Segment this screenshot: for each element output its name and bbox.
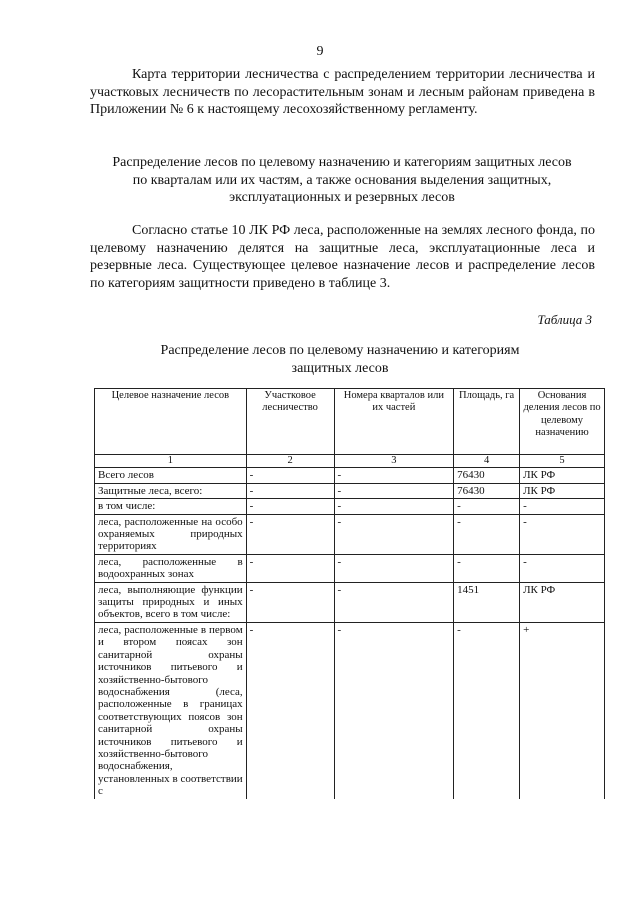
header-quarters: Номера кварталов или их частей: [334, 389, 454, 455]
column-number: 1: [95, 455, 247, 468]
row-area: 76430: [454, 483, 520, 498]
header-district: Участковое лесничество: [246, 389, 334, 455]
header-area: Площадь, га: [454, 389, 520, 455]
section-heading-line-1: Распределение лесов по целевому назначению и категориям защитных лесов: [112, 155, 572, 170]
row-purpose: Защитные леса, всего:: [95, 483, 247, 498]
column-number: 5: [520, 455, 605, 468]
table-row: [95, 554, 605, 582]
row-area: -: [454, 514, 520, 554]
row-basis: -: [520, 514, 605, 554]
table-row: [95, 499, 605, 514]
row-quarters: -: [334, 554, 454, 582]
row-district: -: [246, 514, 334, 554]
row-quarters: -: [334, 514, 454, 554]
row-purpose: леса, расположенные в первом и втором поясах зон санитарной охраны источников питьевого и хозяйственно-бытового водоснабжения (леса, расположенные в границах соответствующих поясов зон санитарной охраны источников питьевого и хозяйственно-бытового водоснабжения, установленных в соответствии с: [95, 622, 247, 798]
header-purpose: Целевое назначение лесов: [95, 389, 247, 455]
row-basis: +: [520, 622, 605, 798]
row-district: -: [246, 582, 334, 622]
row-basis: -: [520, 554, 605, 582]
row-area: -: [454, 499, 520, 514]
row-purpose: леса, расположенные в водоохранных зонах: [95, 554, 247, 582]
table-row: [95, 468, 605, 483]
row-quarters: -: [334, 483, 454, 498]
row-purpose: в том числе:: [95, 499, 247, 514]
column-number: 4: [454, 455, 520, 468]
table-title: [130, 342, 550, 377]
row-district: -: [246, 499, 334, 514]
row-quarters: -: [334, 582, 454, 622]
row-purpose: леса, расположенные на особо охраняемых природных территориях: [95, 514, 247, 554]
table-row: [95, 622, 605, 798]
row-district: -: [246, 468, 334, 483]
row-basis: ЛК РФ: [520, 582, 605, 622]
row-area: 1451: [454, 582, 520, 622]
row-quarters: -: [334, 468, 454, 483]
table-title-line-1: Распределение лесов по целевому назначению и категориям: [160, 343, 520, 358]
row-purpose: Всего лесов: [95, 468, 247, 483]
row-quarters: -: [334, 499, 454, 514]
row-district: -: [246, 554, 334, 582]
header-basis: Основания деления лесов по целевому назначению: [520, 389, 605, 455]
row-purpose: леса, выполняющие функции защиты природных и иных объектов, всего в том числе:: [95, 582, 247, 622]
column-number: 3: [334, 455, 454, 468]
row-basis: -: [520, 499, 605, 514]
table-label: Таблица 3: [537, 312, 592, 327]
section-heading-line-3: эксплуатационных и резервных лесов: [229, 190, 455, 205]
row-quarters: -: [334, 622, 454, 798]
table-row: [95, 514, 605, 554]
table-header-row: [95, 389, 605, 455]
intro-paragraph: Карта территории лесничества с распределением территории лесничества и участковых лесничеств по лесорастительным зонам и лесным районам приведена в Приложении № 6 к настоящему лесохозяйственному регламенту.: [90, 67, 595, 117]
table-title-line-2: защитных лесов: [291, 360, 389, 376]
forest-distribution-table: [94, 388, 605, 799]
body-paragraph: Согласно статье 10 ЛК РФ леса, расположенные на землях лесного фонда, по целевому назначению делятся на защитные леса, эксплуатационные леса и резервные леса. Существующее целевое назначение лесов и распределение лесов по категориям защитности приведено в таблице 3.: [90, 223, 595, 291]
column-number-row: [95, 455, 605, 468]
row-area: -: [454, 622, 520, 798]
row-area: 76430: [454, 468, 520, 483]
row-basis: ЛК РФ: [520, 483, 605, 498]
page-number: 9: [316, 44, 324, 59]
section-heading-line-2: по кварталам или их частям, а также основания выделения защитных,: [132, 172, 552, 188]
row-basis: ЛК РФ: [520, 468, 605, 483]
row-district: -: [246, 622, 334, 798]
table-row: [95, 483, 605, 498]
table-row: [95, 582, 605, 622]
section-heading: [84, 154, 600, 207]
column-number: 2: [246, 455, 334, 468]
row-district: -: [246, 483, 334, 498]
row-area: -: [454, 554, 520, 582]
